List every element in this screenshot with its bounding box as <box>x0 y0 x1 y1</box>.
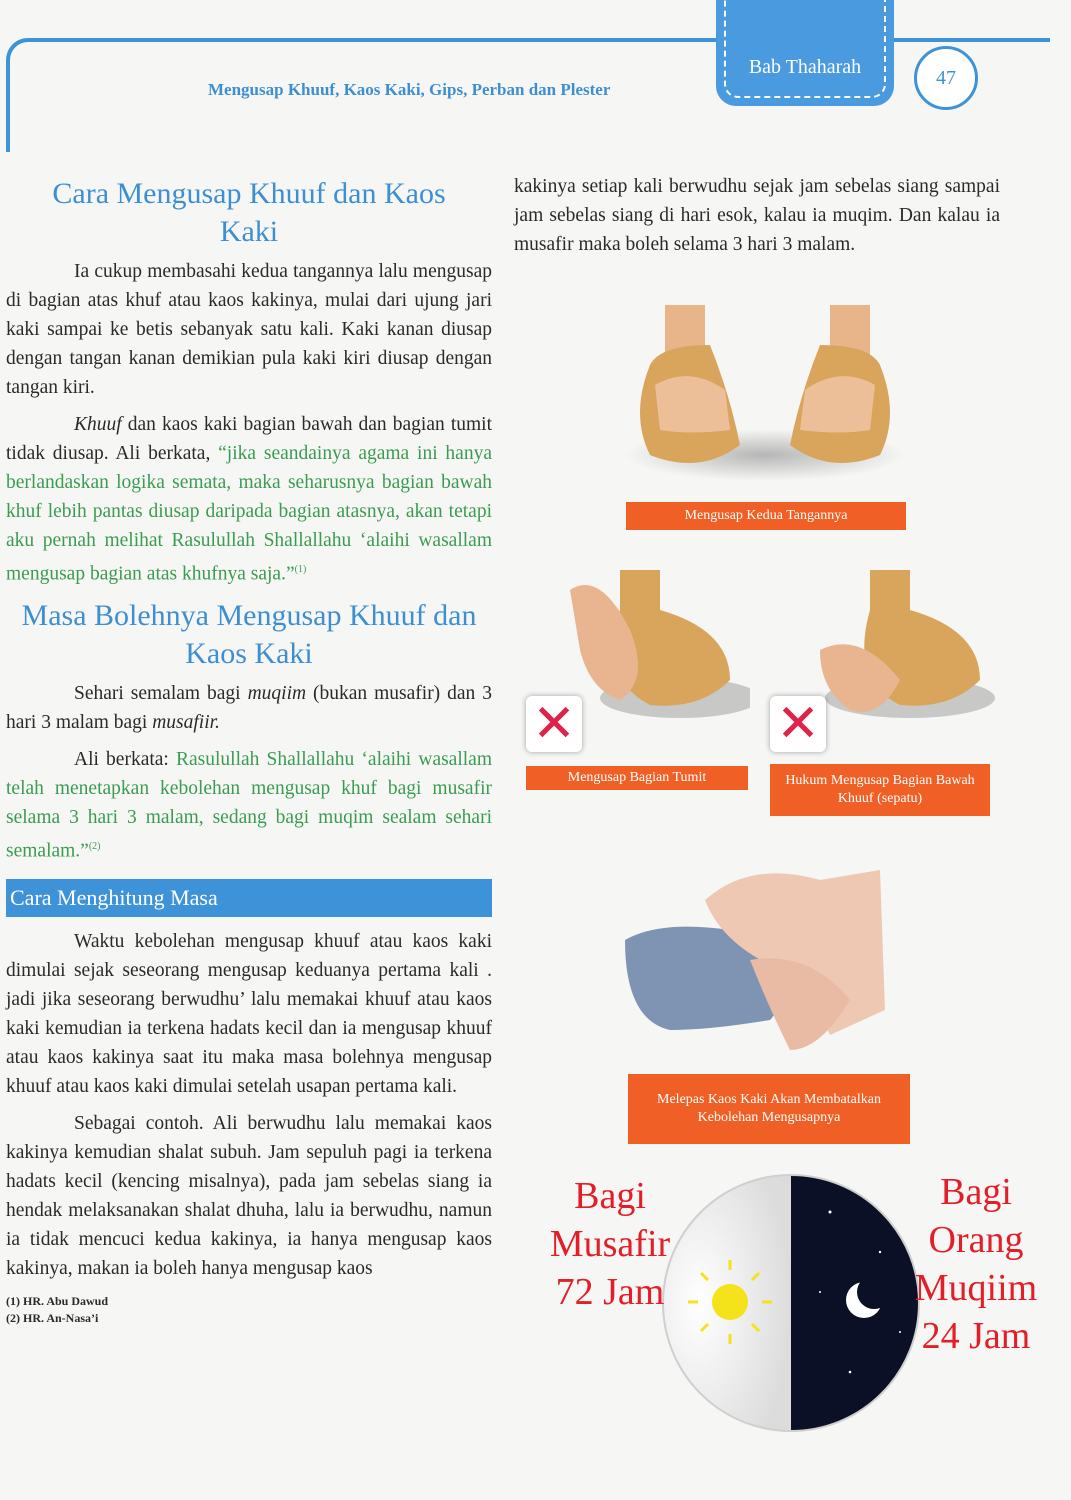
right-column <box>514 172 1000 267</box>
paragraph-right-1: kakinya setiap kali berwudhu sejak jam sebelas siang sampai jam sebelas siang di hari esok, kalau ia muqim. Dan kalau ia musafir maka boleh selama 3 hari 3 malam. <box>514 176 1000 255</box>
paragraph-3: Sehari semalam bagi muqiim (bukan musafir) dan 3 hari 3 malam bagi musafiir. <box>6 682 492 733</box>
photo-removing-sock <box>620 860 890 1060</box>
caption-removing-sock: Melepas Kaos Kaki Akan Membatalkan Kebolehan Mengusapnya <box>628 1074 910 1144</box>
label-muqiim: Bagi Orang Muqiim 24 Jam <box>914 1171 1038 1357</box>
section-bar-cara-menghitung: Cara Menghitung Masa <box>6 879 492 917</box>
chapter-tab-stitch <box>724 0 886 98</box>
label-musafir: Bagi Musafir 72 Jam <box>549 1175 671 1313</box>
header-subtitle: Mengusap Khuuf, Kaos Kaki, Gips, Perban dan Plester <box>208 80 611 99</box>
photo-wiping-heel <box>560 570 750 720</box>
paragraph-1: Ia cukup membasahi kedua tangannya lalu mengusap di bagian atas khuf atau kaos kakinya, mulai dari ujung jari kaki sampai ke betis sebanyak satu kali. Kaki kanan diusap dengan tangan kanan demikian pula kaki kiri diusap dengan tangan kiri. <box>6 261 492 398</box>
caption-wiping-heel: Mengusap Bagian Tumit <box>526 766 748 790</box>
quote-ali-1: “jika seandainya agama ini hanya berlandaskan logika semata, maka seharusnya bagian bawah khuf lebih pantas diusap daripada bagian atasnya, akan tetapi aku pernah melihat Rasulullah Shallallahu ‘alaihi wasallam mengusap bagian atas khufnya saja.” <box>6 443 492 585</box>
paragraph-5: Waktu kebolehan mengusap khuuf atau kaos kaki dimulai sejak seseorang mengusap keduanya pertama kali . jadi jika seseorang berwudhu’ lalu memakai khuuf atau kaos kaki kemudian ia terkena hadats kecil dan ia mengusap khuuf atau kaos kakinya saat itu maka masa bolehnya mengusap khuuf atau kaos kaki dimulai setelah usapan pertama kali. <box>6 931 492 1097</box>
footnote-2: (2) HR. An-Nasa’i <box>6 1311 99 1325</box>
footnote-1: (1) HR. Abu Dawud <box>6 1294 109 1308</box>
heading-masa-bolehnya: Masa Bolehnya Mengusap Khuuf dan Kaos Kaki <box>21 598 477 670</box>
chapter-label: Bab Thaharah <box>748 56 862 78</box>
cross-mark-icon: ✕ <box>770 696 826 752</box>
photo-wiping-both-feet <box>620 305 910 480</box>
left-column <box>6 175 492 1327</box>
heading-cara-mengusap: Cara Mengusap Khuuf dan Kaos Kaki <box>52 177 446 248</box>
photo-wiping-bottom <box>800 570 1000 720</box>
footnotes <box>6 1293 492 1327</box>
paragraph-6: Sebagai contoh. Ali berwudhu lalu memakai kaos kakinya kemudian shalat subuh. Jam sepuluh pagi ia terkena hadats kecil (kencing misalnya), pada jam sebelas siang ia hendak melaksanakan shalat dhuha, lalu ia berwudhu, namun ia tidak mencuci kedua kakinya, ia hanya mengusap kaos kakinya, makan ia boleh hanya mengusap kaos <box>6 1113 492 1279</box>
day-night-circle <box>660 1172 922 1434</box>
chapter-tab <box>716 0 894 106</box>
cross-mark-icon: ✕ <box>526 696 582 752</box>
caption-wiping-hands: Mengusap Kedua Tangannya <box>626 502 906 530</box>
paragraph-2: Khuuf dan kaos kaki bagian bawah dan bagian tumit tidak diusap. Ali berkata, “jika seandainya agama ini hanya berlandaskan logika semata, maka seharusnya bagian bawah khuf lebih pantas diusap daripada bagian atasnya, akan tetapi aku pernah melihat Rasulullah Shallallahu ‘alaihi wasallam mengusap bagian atas khufnya saja.”$^{(1)}$ <box>6 414 492 585</box>
quote-ali-2: Rasulullah Shallallahu ‘alaihi wasallam telah menetapkan kebolehan mengusap khuf bagi musafir selama 3 hari 3 malam, sedang bagi muqim sealam sehari semalam.” <box>6 748 492 861</box>
caption-wiping-bottom: Hukum Mengusap Bagian Bawah Khuuf (sepatu) <box>770 764 990 816</box>
paragraph-4: Ali berkata: Rasulullah Shallallahu ‘alaihi wasallam telah menetapkan kebolehan mengusap khuf bagi musafir selama 3 hari 3 malam, sedang bagi muqim sealam sehari semalam.”$^{(2)}$ <box>6 748 492 861</box>
page-number: 47 <box>914 46 978 110</box>
